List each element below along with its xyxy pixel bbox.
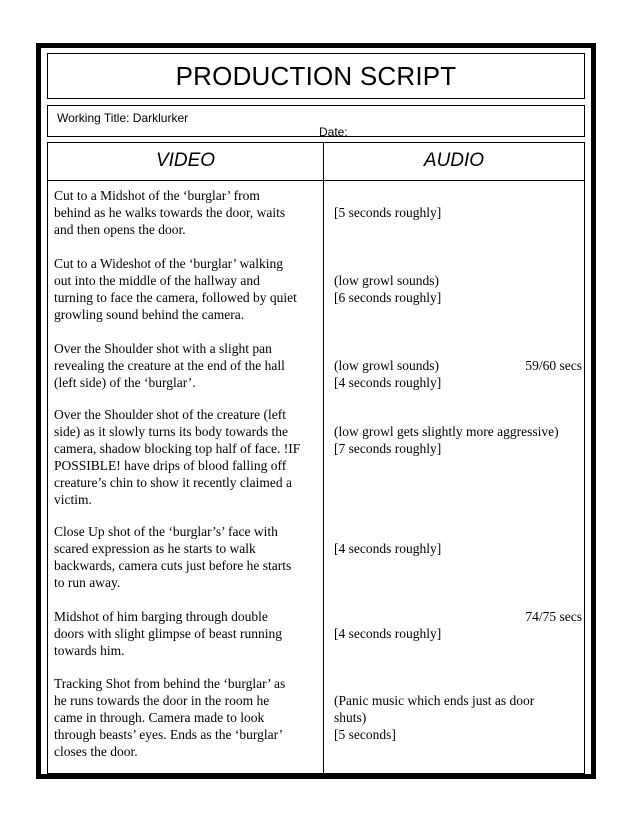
script-table (47, 142, 585, 774)
info-box (47, 105, 585, 137)
audio-text: (low growl sounds) [4 seconds roughly] (334, 358, 442, 390)
video-cell: Close Up shot of the ‘burglar’s’ face with scared expression as he starts to walk backwards, camera cuts just before he starts to run away. (54, 524, 292, 590)
audio-text: (low growl gets slightly more aggressive) [7 seconds roughly] (334, 424, 559, 456)
video-cell: Tracking Shot from behind the ‘burglar’ as he runs towards the door in the room he came in through. Camera made to look through beasts’ eyes. Ends as the ‘burglar’ closes the door. (54, 676, 286, 759)
date-label: Date: (319, 125, 348, 137)
timing-note: 59/60 secs (525, 358, 582, 373)
audio-cell (334, 187, 582, 221)
audio-cell (334, 675, 582, 743)
video-cell: Midshot of him barging through double doors with slight glimpse of beast running towards him. (54, 609, 282, 658)
timing-note: 74/75 secs (525, 609, 582, 624)
audio-text: [5 seconds roughly] (334, 205, 442, 220)
audio-cell (334, 406, 582, 457)
video-cell: Cut to a Midshot of the ‘burglar’ from behind as he walks towards the door, waits and then opens the door. (54, 188, 286, 237)
title-box (47, 53, 585, 99)
audio-column-header: AUDIO (423, 150, 485, 171)
video-cell: Cut to a Wideshot of the ‘burglar’ walking out into the middle of the hallway and turning to face the camera, followed by quiet growling sound behind the camera. (54, 256, 297, 322)
audio-cell (334, 340, 582, 408)
audio-cell (334, 523, 582, 557)
video-column-header: VIDEO (155, 150, 216, 171)
video-cell: Over the Shoulder shot of the creature (left side) as it slowly turns its body towards the camera, shadow blocking top half of face. !IF POSSIBLE! have drips of blood falling off creature’s chin to show it recently claimed a victim. (54, 407, 301, 507)
working-title: Working Title: Darklurker (57, 111, 189, 125)
audio-text: [4 seconds roughly] (334, 626, 442, 641)
table-header-row (48, 143, 584, 181)
audio-text: (Panic music which ends just as door shuts) [5 seconds] (334, 693, 535, 742)
audio-text: (low growl sounds) [6 seconds roughly] (334, 273, 442, 305)
video-cell: Over the Shoulder shot with a slight pan revealing the creature at the end of the hall (left side) of the ‘burglar’. (54, 341, 285, 390)
audio-cell (334, 608, 582, 659)
audio-cell (334, 255, 582, 306)
column-divider (323, 143, 324, 773)
script-frame (36, 43, 596, 779)
page-title: PRODUCTION SCRIPT (175, 60, 457, 91)
audio-text: [4 seconds roughly] (334, 541, 442, 556)
